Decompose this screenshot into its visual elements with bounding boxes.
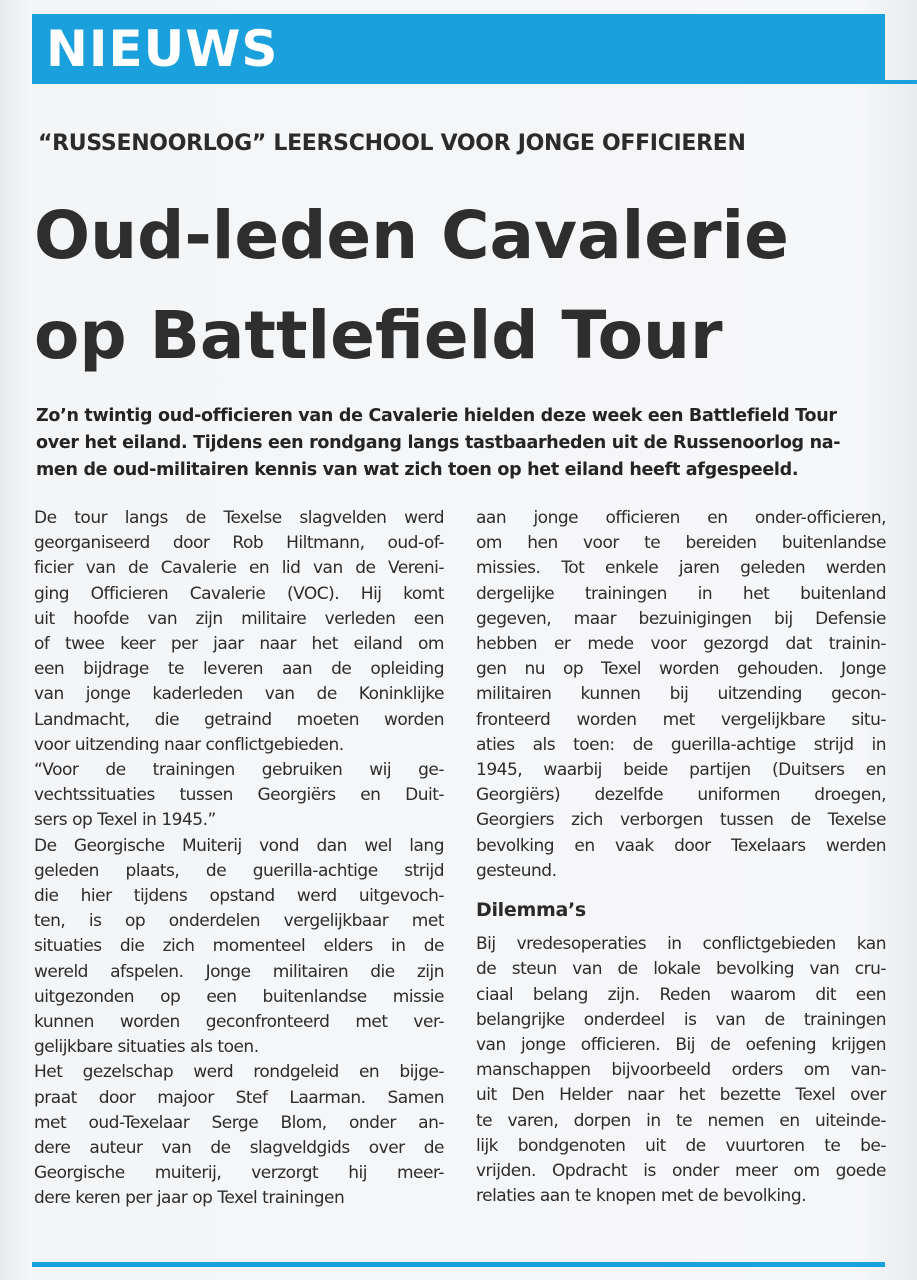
text-line: uit Den Helder naar het bezette Texel over	[476, 1085, 886, 1106]
text-line: gen nu op Texel worden gehouden. Jonge	[476, 659, 886, 680]
text-line: aties als toen: de guerilla-achtige strijd in	[476, 734, 886, 755]
text-line: uitgezonden op een buitenlandse missie	[34, 986, 444, 1007]
text-line: geleden plaats, de guerilla-achtige strijd	[34, 860, 444, 881]
text-line: Georgiërs) dezelfde uniformen droegen,	[476, 785, 886, 806]
text-line: dergelijke trainingen in het buitenland	[476, 583, 886, 604]
text-line: Het gezelschap werd rondgeleid en bijge-	[34, 1062, 444, 1083]
headline	[34, 186, 894, 386]
text-line: gesteund.	[476, 860, 557, 881]
text-line: ficier van de Cavalerie en lid van de Vereni-	[34, 558, 444, 579]
lead-line: men de oud-militairen kennis van wat zich toen op het eiland heeft afgespeeld.	[36, 460, 799, 480]
text-line: Georgiers zich verborgen tussen de Texelse	[476, 810, 886, 831]
text-line: gelijkbare situaties als toen.	[34, 1037, 259, 1058]
text-line: of twee keer per jaar naar het eiland om	[34, 634, 444, 655]
text-line: voor uitzending naar conflictgebieden.	[34, 734, 344, 755]
text-line: georganiseerd door Rob Hiltmann, oud-of-	[34, 533, 444, 554]
text-line: wereld afspelen. Jonge militairen die zijn	[34, 961, 444, 982]
text-line: bevolking en vaak door Texelaars werden	[476, 835, 886, 856]
text-line: aan jonge officieren en onder-officieren,	[476, 508, 886, 528]
headline-line: Oud-leden Cavalerie	[34, 197, 789, 274]
text-line: van jonge kaderleden van de Koninklijke	[34, 684, 444, 705]
text-line: dere auteur van de slagveldgids over de	[34, 1138, 444, 1159]
text-line: lijk bondgenoten uit de vuurtoren te be-	[476, 1135, 886, 1156]
text-line: met oud-Texelaar Serge Blom, onder an-	[34, 1112, 444, 1133]
headline-line: op Battlefield Tour	[34, 297, 723, 374]
text-line: militairen kunnen bij uitzending gecon-	[476, 684, 886, 705]
text-line: hebben er mede voor gezorgd dat trainin-	[476, 634, 886, 655]
lead-paragraph	[36, 403, 881, 484]
text-line: die hier tijdens opstand werd uitgevoch-	[34, 886, 444, 907]
text-line: vrijden. Opdracht is onder meer om goede	[476, 1161, 886, 1182]
text-line: sers op Texel in 1945.”	[34, 810, 216, 831]
text-line: om hen voor te bereiden buitenlandse	[476, 533, 886, 554]
text-line: “Voor de trainingen gebruiken wij ge-	[34, 760, 444, 781]
text-line: uit hoofde van zijn militaire verleden een	[34, 608, 444, 629]
text-line: vechtssituaties tussen Georgiërs en Duit-	[34, 785, 444, 806]
text-line: Georgische muiterij, verzorgt hij meer-	[34, 1163, 444, 1184]
body-text-part1	[476, 506, 886, 884]
bottom-rule	[32, 1262, 885, 1267]
section-label: NIEUWS	[46, 20, 279, 78]
text-line: ciaal belang zijn. Reden waarom dit een	[476, 984, 886, 1005]
body-text-part2	[476, 932, 886, 1209]
text-line: kunnen worden geconfronteerd met ver-	[34, 1012, 444, 1033]
text-line: manschappen bijvoorbeeld orders om van-	[476, 1060, 886, 1081]
body-column-right	[476, 506, 886, 1209]
text-line: relaties aan te knopen met de bevolking.	[476, 1186, 807, 1207]
text-line: dere keren per jaar op Texel trainingen	[34, 1188, 345, 1209]
subhead: Dilemma’s	[476, 899, 586, 922]
text-line: De tour langs de Texelse slagvelden werd	[34, 508, 444, 528]
text-line: Bij vredesoperaties in conflictgebieden kan	[476, 934, 886, 955]
text-line: de steun van de lokale bevolking van cru-	[476, 959, 886, 980]
kicker: “RUSSENOORLOG” LEERSCHOOL VOOR JONGE OFFICIEREN	[38, 131, 746, 156]
body-column-left	[34, 506, 444, 1212]
lead-line: over het eiland. Tijdens een rondgang langs tastbaarheden uit de Russenoorlog na-	[36, 433, 841, 453]
text-line: van jonge officieren. Bij de oefening krijgen	[476, 1035, 886, 1056]
text-line: belangrijke onderdeel is van de trainingen	[476, 1009, 886, 1030]
text-line: missies. Tot enkele jaren geleden werden	[476, 558, 886, 579]
text-line: 1945, waarbij beide partijen (Duitsers en	[476, 760, 886, 781]
text-line: ten, is op onderdelen vergelijkbaar met	[34, 911, 444, 932]
text-line: Landmacht, die getraind moeten worden	[34, 709, 444, 730]
text-line: een bijdrage te leveren aan de opleiding	[34, 659, 444, 680]
text-line: te varen, dorpen in te nemen en uiteinde-	[476, 1110, 886, 1131]
lead-line: Zo’n twintig oud-officieren van de Cavalerie hielden deze week een Battlefield Tour	[36, 406, 837, 426]
text-line: gegeven, maar bezuinigingen bij Defensie	[476, 608, 886, 629]
text-line: fronteerd worden met vergelijkbare situ-	[476, 709, 886, 730]
text-line: situaties die zich momenteel elders in de	[34, 936, 444, 957]
text-line: De Georgische Muiterij vond dan wel lang	[34, 835, 444, 856]
text-line: praat door majoor Stef Laarman. Samen	[34, 1087, 444, 1108]
text-line: ging Officieren Cavalerie (VOC). Hij komt	[34, 583, 444, 604]
